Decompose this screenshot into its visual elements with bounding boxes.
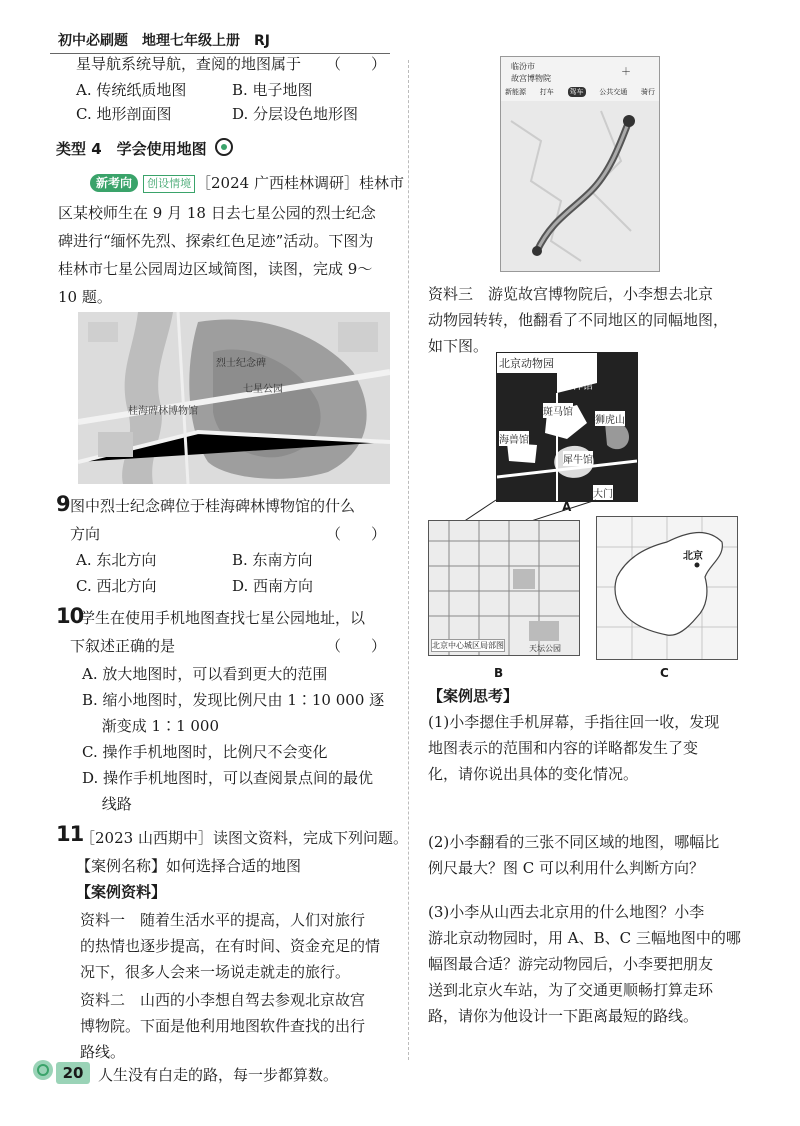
zoo-rhino: 犀牛馆: [563, 451, 593, 466]
intro-line-2: 区某校师生在 9 月 18 日去七星公园的烈士纪念: [58, 204, 376, 222]
q9-line-2-text: 方向: [70, 525, 101, 543]
think-3-line-4: 送到北京火车站，为了交通更顺畅打算走环: [428, 981, 714, 999]
think-2-line-1: (2)小李翻看的三张不同区域的地图，哪幅比: [428, 833, 720, 851]
q8-option-b[interactable]: B. 电子地图: [232, 81, 313, 99]
think-3-line-3: 幅图最合适？游完动物园后，小李要把朋友: [428, 955, 714, 973]
zoo-map-a: [496, 352, 638, 502]
zoo-aquarium: 海洋馆: [563, 381, 593, 392]
q10-line-1: 学生在使用手机地图查找七星公园地址，以: [80, 609, 366, 627]
q10-option-d[interactable]: D. 操作手机地图时，可以查阅景点间的最优: [82, 769, 374, 787]
zoo-lion-tiger: 狮虎山: [595, 411, 625, 426]
zoo-zebra: 斑马馆: [543, 403, 573, 418]
material-3-line-2: 动物园转转，他翻看了不同地区的同幅地图，: [428, 311, 729, 329]
intro-line-1: ［2024 广西桂林调研］桂林市: [196, 174, 404, 192]
q10-option-b[interactable]: B. 缩小地图时，发现比例尺由 1∶10 000 逐: [82, 691, 385, 709]
think-1-line-2: 地图表示的范围和内容的详略都发生了变: [428, 739, 699, 757]
tab-drive[interactable]: 驾车: [569, 88, 584, 96]
page-header: 初中必刷题 地理七年级上册 RJ: [58, 33, 270, 49]
tags: [90, 172, 195, 193]
material-2-line-1: 资料二 山西的小李想自驾去参观北京故宫: [80, 991, 366, 1009]
city-map-b: [428, 520, 580, 656]
q8-tail-text: 星导航系统导航，查阅的地图属于: [76, 55, 302, 73]
q10-line-2-text: 下叙述正确的是: [70, 637, 176, 655]
think-title: 【案例思考】: [428, 687, 519, 705]
map-a-label: A: [562, 500, 572, 514]
think-3-line-5: 路，请你为他设计一下距离最短的路线。: [428, 1007, 699, 1025]
intro-line-4: 桂林市七星公园周边区域简图，读图，完成 9～: [58, 260, 373, 278]
tab-transit[interactable]: 公共交通: [599, 88, 628, 96]
q10-bracket: （ ）: [325, 637, 386, 655]
q10-option-a[interactable]: A. 放大地图时，可以看到更大的范围: [82, 665, 328, 683]
q8-option-d[interactable]: D. 分层设色地形图: [232, 105, 359, 123]
map-c-label: C: [660, 666, 669, 680]
column-divider: [408, 60, 410, 1060]
think-1-line-1: (1)小李摁住手机屏幕，手指往回一收，发现: [428, 713, 720, 731]
scenario-tag: 创设情境: [143, 175, 195, 193]
target-icon: [215, 138, 233, 156]
section-title-text: 类型 4 学会使用地图: [56, 140, 207, 158]
map-graphic: [78, 312, 390, 484]
q9-option-b[interactable]: B. 东南方向: [232, 551, 313, 569]
material-1-line-1: 资料一 随着生活水平的提高，人们对旅行: [80, 911, 366, 929]
tab-taxi[interactable]: 打车: [539, 88, 554, 96]
q11-number: 11: [56, 822, 84, 846]
material-1-line-3: 况下，很多人会来一场说走就走的旅行。: [80, 963, 351, 981]
map-c-beijing: 北京: [683, 551, 703, 562]
transport-tabs: [505, 87, 655, 97]
route-to: 故宫博物院: [511, 74, 551, 83]
map-label-monument: 烈士纪念碑: [216, 358, 266, 369]
material-2-line-3: 路线。: [80, 1043, 126, 1061]
q10-option-b-cont: 渐变成 1∶1 000: [82, 717, 220, 735]
q9-number: 9: [56, 492, 70, 516]
case-material: 【案例资料】: [76, 883, 167, 901]
q9-line-2: [70, 520, 386, 548]
zoo-gate: 大门: [593, 485, 613, 500]
q9-bracket: （ ）: [325, 525, 386, 543]
map-label-museum: 桂海碑林博物馆: [128, 406, 198, 417]
tab-new-energy[interactable]: 新能源: [505, 88, 526, 96]
material-1-line-2: 的热情也逐步提高，在有时间、资金充足的情: [80, 937, 381, 955]
q10-option-c[interactable]: C. 操作手机地图时，比例尺不会变化: [82, 743, 328, 761]
q10-option-d-cont: 线路: [82, 795, 132, 813]
china-map-c: [596, 516, 738, 660]
think-3-line-1: (3)小李从山西去北京用的什么地图？小李: [428, 903, 705, 921]
q10-number: 10: [56, 604, 84, 628]
intro-line-3: 碑进行“缅怀先烈、探索红色足迹”活动。下图为: [58, 232, 374, 250]
city-map-graphic: [429, 521, 579, 655]
map-b-label: B: [494, 666, 504, 680]
snail-icon: [30, 1056, 56, 1084]
q8-option-c[interactable]: C. 地形剖面图: [76, 105, 172, 123]
china-map-graphic: [597, 517, 737, 659]
think-1-line-3: 化，请你说出具体的变化情况。: [428, 765, 639, 783]
q11-line: ［2023 山西期中］读图文资料，完成下列问题。: [80, 829, 408, 847]
phone-map-screenshot: [500, 56, 660, 272]
zoo-map-graphic: [497, 353, 637, 501]
map-b-temple: 天坛公园: [529, 644, 561, 653]
route-map: [501, 101, 659, 271]
q9-option-c[interactable]: C. 西北方向: [76, 577, 157, 595]
q8-option-a[interactable]: A. 传统纸质地图: [76, 81, 187, 99]
tab-bike[interactable]: 骑行: [641, 88, 655, 96]
q9-line-1: 图中烈士纪念碑位于桂海碑林博物馆的什么: [70, 497, 356, 515]
zoo-sea-animal: 海兽馆: [499, 431, 529, 446]
qixing-park-map: [78, 312, 390, 484]
section-title: [56, 138, 233, 159]
material-3-line-1: 资料三 游览故宫博物院后，小李想去北京: [428, 285, 714, 303]
think-3-line-2: 游北京动物园时，用 A、B、C 三幅地图中的哪: [428, 929, 741, 947]
q8-bracket: （ ）: [325, 55, 386, 73]
page-number: 20: [56, 1062, 90, 1084]
think-2-line-2: 例尺最大？图 C 可以利用什么判断方向？: [428, 859, 705, 877]
q10-line-2: [70, 632, 386, 660]
material-2-line-2: 博物院。下面是他利用地图软件查找的出行: [80, 1017, 366, 1035]
footer-motto: 人生没有白走的路，每一步都算数。: [98, 1066, 339, 1084]
q9-option-d[interactable]: D. 西南方向: [232, 577, 314, 595]
map-label-park: 七星公园: [243, 384, 283, 395]
new-topic-tag: 新考向: [90, 174, 138, 192]
zoo-title: 北京动物园: [499, 357, 554, 370]
add-icon[interactable]: ＋: [621, 67, 631, 78]
map-b-caption: 北京中心城区局部图: [432, 641, 504, 650]
route-from: 临汾市: [511, 62, 535, 71]
q9-option-a[interactable]: A. 东北方向: [76, 551, 157, 569]
case-name: 【案例名称】如何选择合适的地图: [76, 857, 302, 875]
q8-tail: [76, 50, 386, 78]
intro-line-5: 10 题。: [58, 288, 112, 306]
material-3-line-3: 如下图。: [428, 337, 489, 355]
